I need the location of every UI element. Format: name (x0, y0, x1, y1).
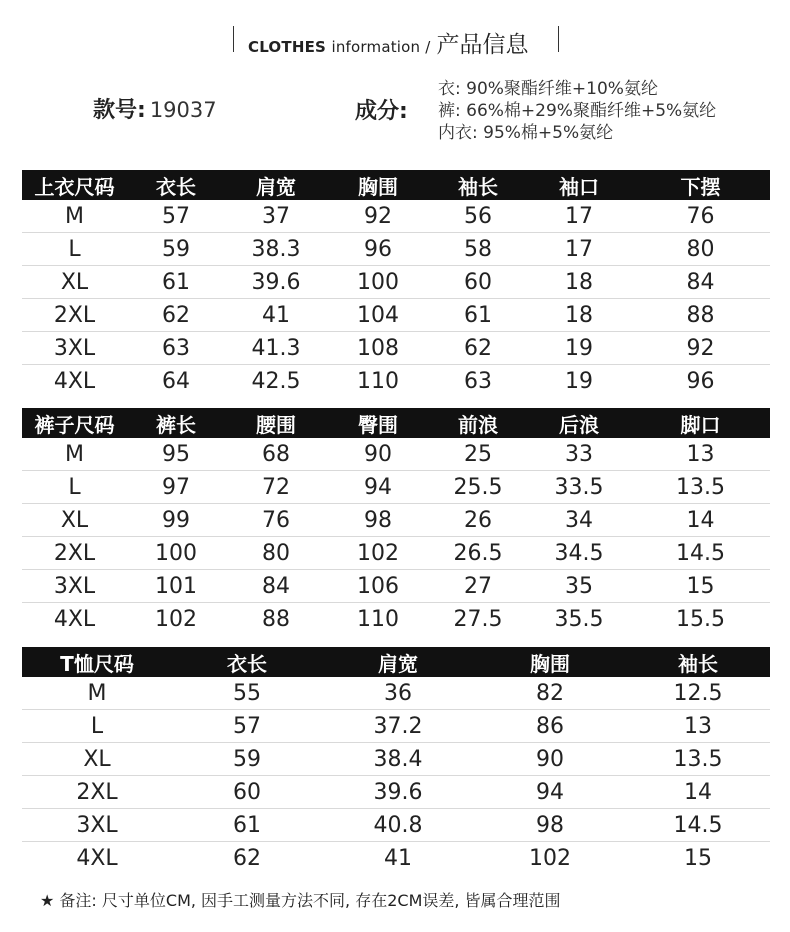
measurement-cell: 41 (384, 845, 412, 871)
measurement-cell: 92 (327, 200, 429, 233)
measurement-cell: 19 (527, 332, 631, 365)
measurement-cell: 96 (327, 233, 429, 266)
measurement-cell: 39.6 (225, 266, 327, 299)
measurement-cell: 94 (474, 776, 626, 809)
measurement-cell: 57 (127, 200, 225, 233)
size-label-cell: L (22, 710, 172, 743)
measurement-cell: 108 (327, 332, 429, 365)
table-row (22, 332, 770, 365)
header-cell: 后浪 (527, 408, 631, 438)
measurement-cell: 63 (127, 332, 225, 365)
size-label-cell: 4XL (53, 606, 96, 632)
composition-pants: 裤: 66%棉+29%聚酯纤维+5%氨纶 (438, 101, 717, 121)
header-cell: 衣长 (127, 170, 225, 200)
measurement-cell: 15 (631, 570, 770, 603)
measurement-cell: 64 (162, 368, 190, 394)
measurement-cell: 35.5 (554, 606, 604, 632)
measurement-cell: 94 (327, 471, 429, 504)
measurement-cell: 14 (631, 504, 770, 537)
measurement-cell: 19 (565, 368, 593, 394)
measurement-cell: 18 (527, 299, 631, 332)
size-label-cell: XL (22, 266, 127, 299)
table-row (22, 743, 770, 776)
measurement-cell: 12.5 (626, 677, 770, 710)
header-cell: 袖长 (429, 170, 527, 200)
measurement-cell: 63 (464, 368, 492, 394)
measurement-cell: 26 (429, 504, 527, 537)
title-bar (0, 22, 790, 58)
page-title (248, 26, 528, 59)
size-label-cell: XL (22, 743, 172, 776)
measurement-cell: 55 (172, 677, 322, 710)
measurement-cell: 84 (225, 570, 327, 603)
measurement-cell: 102 (529, 845, 571, 871)
measurement-cell: 90 (327, 438, 429, 471)
measurement-cell: 38.4 (322, 743, 474, 776)
measurement-cell: 62 (127, 299, 225, 332)
table-row (22, 266, 770, 299)
table-row (22, 471, 770, 504)
measurement-cell: 14 (626, 776, 770, 809)
title-english (248, 38, 430, 56)
size-label-cell: 3XL (22, 332, 127, 365)
measurement-cell: 88 (631, 299, 770, 332)
header-cell: 裤长 (127, 408, 225, 438)
measurement-cell: 17 (527, 233, 631, 266)
measurement-cell: 14.5 (626, 809, 770, 842)
title-divider-right (558, 26, 559, 52)
measurement-cell: 76 (631, 200, 770, 233)
size-label-cell: 4XL (53, 368, 96, 394)
table-row (22, 710, 770, 743)
measurement-cell: 62 (429, 332, 527, 365)
measurement-cell: 26.5 (429, 537, 527, 570)
size-label-cell: XL (22, 504, 127, 537)
table-row (22, 570, 770, 603)
pants-size-table (22, 408, 770, 635)
measurement-cell: 100 (327, 266, 429, 299)
measurement-cell: 34.5 (527, 537, 631, 570)
measurement-cell: 57 (172, 710, 322, 743)
measurement-cell: 13.5 (631, 471, 770, 504)
measurement-cell: 39.6 (322, 776, 474, 809)
table-row (22, 365, 770, 398)
title-english-sub: information / (331, 38, 431, 56)
measurement-cell: 59 (172, 743, 322, 776)
header-cell: 前浪 (429, 408, 527, 438)
measurement-cell: 100 (127, 537, 225, 570)
header-cell: 下摆 (631, 170, 770, 200)
measurement-cell: 61 (127, 266, 225, 299)
header-cell: 袖口 (527, 170, 631, 200)
size-label-cell: 2XL (22, 776, 172, 809)
table-row (22, 603, 770, 636)
measurement-cell: 41.3 (225, 332, 327, 365)
style-number-value: 19037 (149, 98, 217, 122)
measurement-cell: 60 (172, 776, 322, 809)
header-cell: 衣长 (172, 647, 322, 677)
size-label-cell: 3XL (22, 570, 127, 603)
measurement-cell: 102 (155, 606, 197, 632)
size-label-cell: M (22, 438, 127, 471)
measurement-cell: 80 (631, 233, 770, 266)
composition-top: 衣: 90%聚酯纤维+10%氨纶 (438, 79, 658, 99)
measurement-cell: 98 (474, 809, 626, 842)
measurement-cell: 25 (429, 438, 527, 471)
measurement-cell: 92 (631, 332, 770, 365)
measurement-cell: 15 (684, 845, 712, 871)
table-row (22, 200, 770, 233)
measurement-cell: 59 (127, 233, 225, 266)
measurement-cell: 102 (327, 537, 429, 570)
measurement-cell: 37.2 (322, 710, 474, 743)
size-label-cell: 3XL (22, 809, 172, 842)
tops-size-table (22, 170, 770, 397)
measurement-cell: 97 (127, 471, 225, 504)
measurement-cell: 38.3 (225, 233, 327, 266)
measurement-cell: 14.5 (631, 537, 770, 570)
size-label-cell: 4XL (76, 845, 118, 871)
measurement-cell: 82 (474, 677, 626, 710)
measurement-cell: 41 (225, 299, 327, 332)
header-cell: 裤子尺码 (22, 408, 127, 438)
header-cell: 肩宽 (225, 170, 327, 200)
measurement-cell: 95 (127, 438, 225, 471)
header-cell: 胸围 (474, 647, 626, 677)
measurement-cell: 18 (527, 266, 631, 299)
measurement-cell: 61 (429, 299, 527, 332)
header-cell: T恤尺码 (22, 647, 172, 677)
measurement-cell: 17 (527, 200, 631, 233)
table-row (22, 233, 770, 266)
measurement-cell: 13 (626, 710, 770, 743)
header-cell: 袖长 (626, 647, 770, 677)
table-row (22, 776, 770, 809)
measurement-cell: 96 (686, 368, 715, 394)
header-cell: 胸围 (327, 170, 429, 200)
measurement-cell: 60 (429, 266, 527, 299)
measurement-cell: 35 (527, 570, 631, 603)
measurement-cell: 61 (172, 809, 322, 842)
size-label-cell: L (22, 233, 127, 266)
measurement-cell: 86 (474, 710, 626, 743)
measurement-cell: 104 (327, 299, 429, 332)
measurement-cell: 33 (527, 438, 631, 471)
measurement-cell: 106 (327, 570, 429, 603)
size-label-cell: M (22, 677, 172, 710)
measurement-cell: 37 (225, 200, 327, 233)
measurement-cell: 40.8 (322, 809, 474, 842)
header-cell: 臀围 (327, 408, 429, 438)
table-row (22, 438, 770, 471)
measurement-cell: 13.5 (626, 743, 770, 776)
measurement-cell: 90 (474, 743, 626, 776)
title-divider-left (233, 26, 234, 52)
header-cell: 腰围 (225, 408, 327, 438)
title-chinese: 产品信息 (436, 32, 529, 58)
measurement-cell: 98 (327, 504, 429, 537)
table-row (22, 537, 770, 570)
measurement-cell: 62 (233, 845, 261, 871)
size-label-cell: 2XL (22, 537, 127, 570)
measurement-cell: 80 (225, 537, 327, 570)
measurement-cell: 25.5 (429, 471, 527, 504)
header-cell: 肩宽 (322, 647, 474, 677)
style-number (93, 93, 217, 124)
measurement-cell: 36 (322, 677, 474, 710)
measurement-cell: 27 (429, 570, 527, 603)
measurement-cell: 110 (357, 368, 399, 394)
table-row (22, 842, 770, 875)
measurement-cell: 84 (631, 266, 770, 299)
composition-list (438, 78, 716, 144)
measurement-cell: 42.5 (251, 368, 301, 394)
table-row (22, 504, 770, 537)
composition-underwear: 内衣: 95%棉+5%氨纶 (438, 123, 614, 143)
measurement-cell: 110 (357, 606, 399, 632)
measurement-cell: 88 (262, 606, 290, 632)
measurement-cell: 13 (631, 438, 770, 471)
measurement-cell: 34 (527, 504, 631, 537)
measurement-cell: 33.5 (527, 471, 631, 504)
size-note: ★ 备注: 尺寸单位CM, 因手工测量方法不同, 存在2CM误差, 皆属合理范围 (40, 891, 561, 910)
table-header-row (22, 408, 770, 438)
header-cell: 脚口 (631, 408, 770, 438)
style-number-label: 款号: (93, 98, 146, 123)
measurement-cell: 101 (127, 570, 225, 603)
size-label-cell: M (22, 200, 127, 233)
measurement-cell: 58 (429, 233, 527, 266)
measurement-cell: 15.5 (676, 606, 725, 632)
table-row (22, 809, 770, 842)
tshirt-size-table (22, 647, 770, 874)
table-row (22, 677, 770, 710)
size-label-cell: 2XL (22, 299, 127, 332)
size-label-cell: L (22, 471, 127, 504)
table-header-row (22, 170, 770, 200)
header-cell: 上衣尺码 (22, 170, 127, 200)
measurement-cell: 99 (127, 504, 225, 537)
measurement-cell: 56 (429, 200, 527, 233)
measurement-cell: 72 (225, 471, 327, 504)
measurement-cell: 68 (225, 438, 327, 471)
composition-label: 成分: (355, 99, 408, 124)
measurement-cell: 27.5 (453, 606, 503, 632)
title-english-bold: CLOTHES (248, 38, 327, 56)
table-row (22, 299, 770, 332)
table-header-row (22, 647, 770, 677)
measurement-cell: 76 (225, 504, 327, 537)
